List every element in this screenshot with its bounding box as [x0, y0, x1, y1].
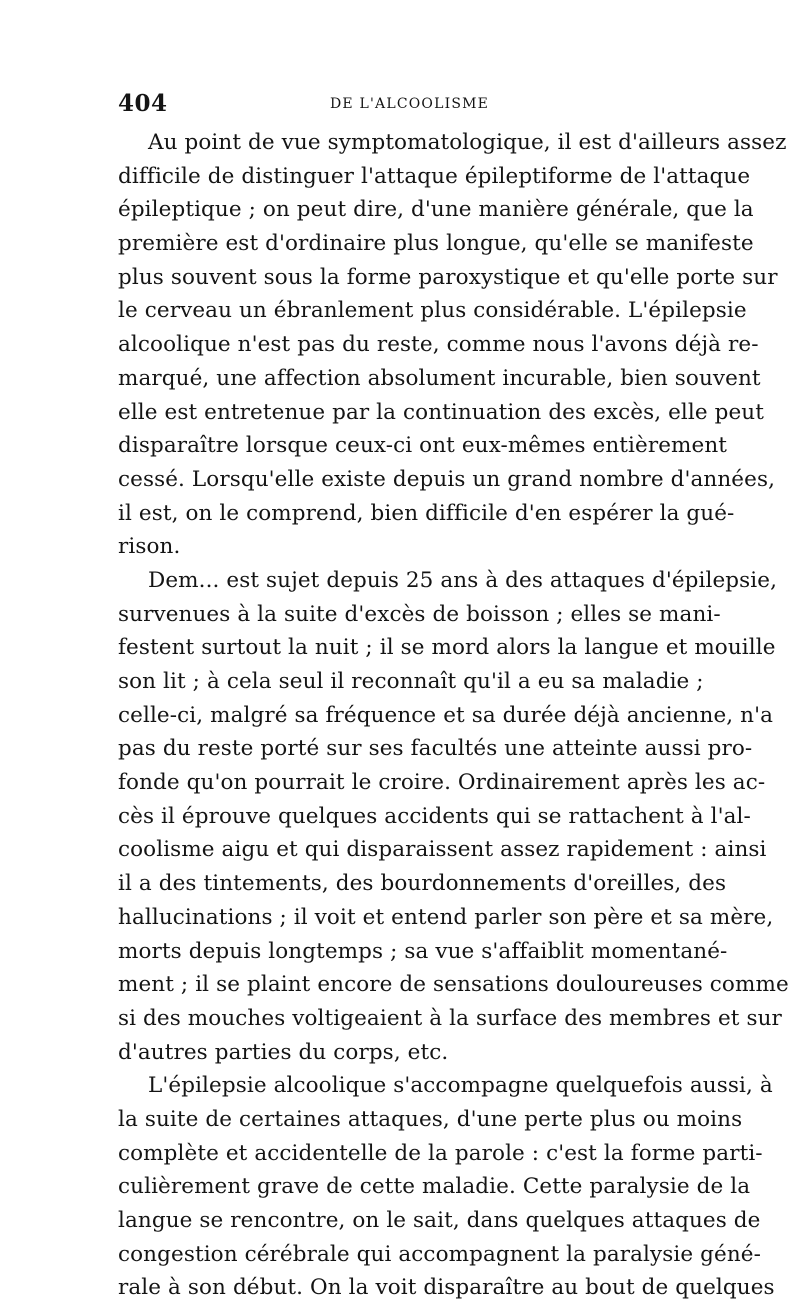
text-line: survenues à la suite d'excès de boisson ; elles se mani-: [118, 601, 721, 627]
text-line: cès il éprouve quelques accidents qui se rattachent à l'al-: [118, 803, 751, 829]
text-line: pas du reste porté sur ses facultés une atteinte aussi pro-: [118, 736, 753, 762]
text-line: il a des tintements, des bourdonnements d'oreilles, des: [118, 871, 727, 897]
text-line: la suite de certaines attaques, d'une perte plus ou moins: [118, 1106, 743, 1132]
running-head: [118, 90, 680, 120]
body-text: [118, 126, 789, 1305]
text-line: si des mouches voltigeaient à la surface des membres et sur: [118, 1005, 782, 1031]
text-line: Au point de vue symptomatologique, il est d'ailleurs assez: [148, 130, 787, 155]
text-line: congestion cérébrale qui accompagnent la paralysie géné-: [118, 1241, 761, 1267]
text-line: hallucinations ; il voit et entend parler son père et sa mère,: [118, 904, 774, 930]
text-line: morts depuis longtemps ; sa vue s'affaiblit momentané-: [118, 938, 728, 964]
text-line: le cerveau un ébranlement plus considérable. L'épilepsie: [118, 298, 747, 324]
text-line: première est d'ordinaire plus longue, qu'elle se manifeste: [118, 231, 754, 257]
text-line: il est, on le comprend, bien difficile d'en espérer la gué-: [118, 500, 735, 526]
text-line: épileptique ; on peut dire, d'une manière générale, que la: [118, 197, 754, 223]
text-line: disparaître lorsque ceux-ci ont eux-mêmes entièrement: [118, 433, 728, 459]
text-line: coolisme aigu et qui disparaissent assez rapidement : ainsi: [118, 837, 767, 863]
text-line: d'autres parties du corps, etc.: [118, 1039, 449, 1065]
text-line: culièrement grave de cette maladie. Cette paralysie de la: [118, 1174, 751, 1200]
text-line: Dem... est sujet depuis 25 ans à des attaques d'épilepsie,: [148, 567, 778, 593]
text-line: L'épilepsie alcoolique s'accompagne quelquefois aussi, à: [148, 1073, 773, 1099]
running-title: DE L'ALCOOLISME: [330, 96, 490, 112]
text-line: rison.: [118, 534, 181, 560]
text-line: son lit ; à cela seul il reconnaît qu'il a eu sa maladie ;: [118, 669, 704, 694]
text-line: ment ; il se plaint encore de sensations douloureuses comme: [118, 972, 789, 998]
text-line: complète et accidentelle de la parole : c'est la forme parti-: [118, 1140, 763, 1166]
text-line: marqué, une affection absolument incurable, bien souvent: [118, 365, 761, 391]
page-number: 404: [118, 90, 168, 117]
text-line: langue se rencontre, on le sait, dans quelques attaques de: [118, 1208, 761, 1233]
text-line: elle est entretenue par la continuation des excès, elle peut: [118, 399, 764, 425]
text-line: rale à son début. On la voit disparaître au bout de quelques: [118, 1275, 775, 1301]
text-line: cessé. Lorsqu'elle existe depuis un grand nombre d'années,: [118, 466, 776, 492]
text-line: alcoolique n'est pas du reste, comme nous l'avons déjà re-: [118, 332, 759, 358]
text-line: difficile de distinguer l'attaque épileptiforme de l'attaque: [118, 163, 751, 189]
text-line: festent surtout la nuit ; il se mord alors la langue et mouille: [118, 635, 776, 661]
text-line: celle-ci, malgré sa fréquence et sa durée déjà ancienne, n'a: [118, 702, 774, 728]
text-line: fonde qu'on pourrait le croire. Ordinairement après les ac-: [118, 770, 766, 796]
text-line: plus souvent sous la forme paroxystique et qu'elle porte sur: [118, 264, 778, 290]
